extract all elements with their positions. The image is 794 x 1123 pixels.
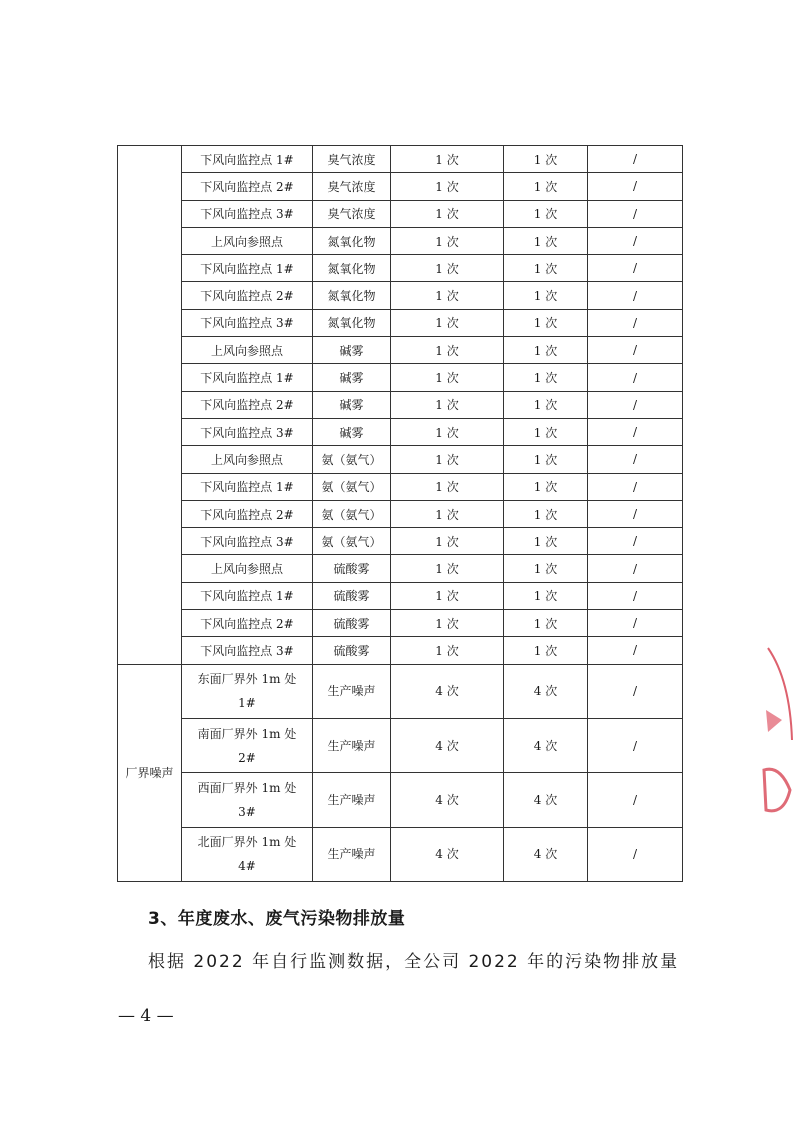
cell-freq1: 4 次 (391, 773, 504, 827)
table-row (118, 418, 683, 445)
body-paragraph: 根据 2022 年自行监测数据，全公司 2022 年的污染物排放量 (148, 952, 680, 972)
cell-point: 下风向监控点 1# (182, 582, 313, 609)
table-row (118, 173, 683, 200)
section-heading: 3、年度废水、废气污染物排放量 (148, 909, 406, 929)
cell-point: 西面厂界外 1m 处 3# (182, 773, 313, 827)
category-cell-air (118, 146, 182, 665)
cell-freq1: 4 次 (391, 718, 504, 772)
cell-point: 下风向监控点 2# (182, 173, 313, 200)
cell-item: 碱雾 (313, 364, 391, 391)
table-row (118, 610, 683, 637)
cell-item: 碱雾 (313, 418, 391, 445)
cell-freq2: 1 次 (504, 418, 588, 445)
cell-note: / (588, 255, 683, 282)
cell-freq1: 1 次 (391, 555, 504, 582)
cell-freq1: 1 次 (391, 500, 504, 527)
cell-point: 北面厂界外 1m 处 4# (182, 827, 313, 881)
cell-item: 生产噪声 (313, 664, 391, 718)
cell-freq2: 1 次 (504, 337, 588, 364)
cell-point: 下风向监控点 3# (182, 528, 313, 555)
cell-note: / (588, 610, 683, 637)
cell-freq2: 1 次 (504, 282, 588, 309)
cell-point: 上风向参照点 (182, 337, 313, 364)
cell-point: 上风向参照点 (182, 227, 313, 254)
cell-freq1: 1 次 (391, 637, 504, 664)
cell-freq2: 1 次 (504, 473, 588, 500)
cell-note: / (588, 718, 683, 772)
table-row (118, 337, 683, 364)
cell-freq2: 4 次 (504, 827, 588, 881)
cell-note: / (588, 418, 683, 445)
cell-item: 硫酸雾 (313, 555, 391, 582)
table-row (118, 773, 683, 827)
cell-point: 下风向监控点 1# (182, 364, 313, 391)
cell-freq1: 1 次 (391, 309, 504, 336)
cell-freq2: 1 次 (504, 364, 588, 391)
table-row (118, 718, 683, 772)
cell-point: 下风向监控点 2# (182, 391, 313, 418)
cell-item: 碱雾 (313, 337, 391, 364)
cell-point: 上风向参照点 (182, 555, 313, 582)
cell-freq2: 4 次 (504, 664, 588, 718)
cell-item: 臭气浓度 (313, 146, 391, 173)
cell-note: / (588, 827, 683, 881)
cell-freq1: 1 次 (391, 610, 504, 637)
cell-item: 氨（氨气） (313, 528, 391, 555)
table-row (118, 227, 683, 254)
cell-freq2: 1 次 (504, 500, 588, 527)
cell-note: / (588, 555, 683, 582)
cell-item: 生产噪声 (313, 773, 391, 827)
table-row (118, 200, 683, 227)
cell-freq2: 1 次 (504, 227, 588, 254)
cell-freq2: 1 次 (504, 528, 588, 555)
cell-freq2: 1 次 (504, 146, 588, 173)
cell-freq2: 1 次 (504, 610, 588, 637)
cell-item: 硫酸雾 (313, 637, 391, 664)
cell-freq1: 1 次 (391, 337, 504, 364)
table-row (118, 528, 683, 555)
cell-item: 氨（氨气） (313, 473, 391, 500)
cell-point: 下风向监控点 3# (182, 418, 313, 445)
cell-item: 氮氧化物 (313, 309, 391, 336)
cell-freq2: 1 次 (504, 446, 588, 473)
cell-freq1: 1 次 (391, 582, 504, 609)
cell-note: / (588, 309, 683, 336)
seal-stamp-edge (760, 640, 794, 830)
table-row (118, 555, 683, 582)
table-row (118, 582, 683, 609)
cell-freq2: 4 次 (504, 718, 588, 772)
cell-item: 臭气浓度 (313, 173, 391, 200)
cell-point: 下风向监控点 1# (182, 146, 313, 173)
cell-freq1: 1 次 (391, 227, 504, 254)
cell-freq2: 1 次 (504, 309, 588, 336)
monitoring-table (117, 145, 683, 882)
cell-item: 碱雾 (313, 391, 391, 418)
cell-freq2: 1 次 (504, 200, 588, 227)
cell-point: 下风向监控点 1# (182, 255, 313, 282)
cell-freq1: 4 次 (391, 664, 504, 718)
cell-item: 氮氧化物 (313, 227, 391, 254)
cell-note: / (588, 146, 683, 173)
cell-freq2: 1 次 (504, 582, 588, 609)
cell-item: 生产噪声 (313, 718, 391, 772)
table-row (118, 282, 683, 309)
cell-freq1: 1 次 (391, 282, 504, 309)
cell-note: / (588, 664, 683, 718)
cell-point: 下风向监控点 2# (182, 500, 313, 527)
table-row (118, 446, 683, 473)
cell-note: / (588, 364, 683, 391)
cell-point: 下风向监控点 3# (182, 637, 313, 664)
table-row (118, 664, 683, 718)
cell-note: / (588, 637, 683, 664)
cell-point: 上风向参照点 (182, 446, 313, 473)
cell-note: / (588, 582, 683, 609)
table-row (118, 364, 683, 391)
cell-freq1: 1 次 (391, 418, 504, 445)
cell-note: / (588, 200, 683, 227)
cell-point: 南面厂界外 1m 处 2# (182, 718, 313, 772)
cell-freq1: 1 次 (391, 364, 504, 391)
cell-point: 东面厂界外 1m 处 1# (182, 664, 313, 718)
cell-item: 氮氧化物 (313, 255, 391, 282)
cell-freq1: 1 次 (391, 173, 504, 200)
cell-freq2: 1 次 (504, 555, 588, 582)
cell-note: / (588, 173, 683, 200)
cell-freq1: 1 次 (391, 255, 504, 282)
table-row (118, 255, 683, 282)
cell-note: / (588, 337, 683, 364)
cell-freq1: 1 次 (391, 200, 504, 227)
cell-point: 下风向监控点 3# (182, 309, 313, 336)
cell-item: 硫酸雾 (313, 610, 391, 637)
cell-point: 下风向监控点 3# (182, 200, 313, 227)
cell-freq2: 4 次 (504, 773, 588, 827)
table-row (118, 637, 683, 664)
cell-freq1: 1 次 (391, 473, 504, 500)
cell-freq2: 1 次 (504, 255, 588, 282)
table-row (118, 146, 683, 173)
cell-item: 生产噪声 (313, 827, 391, 881)
cell-freq1: 1 次 (391, 391, 504, 418)
cell-item: 氮氧化物 (313, 282, 391, 309)
category-cell-noise: 厂界噪声 (118, 664, 182, 881)
cell-freq1: 1 次 (391, 528, 504, 555)
cell-point: 下风向监控点 2# (182, 282, 313, 309)
cell-freq1: 1 次 (391, 146, 504, 173)
cell-item: 氨（氨气） (313, 446, 391, 473)
cell-note: / (588, 227, 683, 254)
cell-freq1: 4 次 (391, 827, 504, 881)
cell-freq2: 1 次 (504, 173, 588, 200)
table-row (118, 391, 683, 418)
table-row (118, 309, 683, 336)
cell-point: 下风向监控点 2# (182, 610, 313, 637)
cell-note: / (588, 282, 683, 309)
table-row (118, 500, 683, 527)
cell-item: 臭气浓度 (313, 200, 391, 227)
cell-freq2: 1 次 (504, 637, 588, 664)
table-row (118, 473, 683, 500)
cell-point: 下风向监控点 1# (182, 473, 313, 500)
cell-note: / (588, 773, 683, 827)
cell-note: / (588, 500, 683, 527)
cell-freq2: 1 次 (504, 391, 588, 418)
page-number: — 4 — (118, 1006, 174, 1026)
cell-note: / (588, 473, 683, 500)
cell-item: 硫酸雾 (313, 582, 391, 609)
cell-note: / (588, 446, 683, 473)
table-row (118, 827, 683, 881)
cell-note: / (588, 391, 683, 418)
cell-note: / (588, 528, 683, 555)
cell-item: 氨（氨气） (313, 500, 391, 527)
cell-freq1: 1 次 (391, 446, 504, 473)
